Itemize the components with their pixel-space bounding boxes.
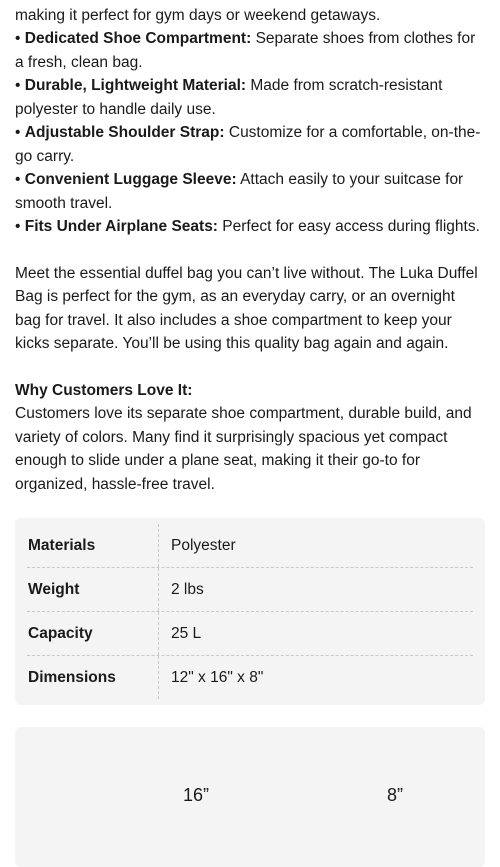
why-customers-text: Customers love its separate shoe compartment, durable build, and variety of colors. Many find it surprisingly spacious yet compact enough to slide under a plane seat, making it their go-to for organized, hassle-free travel. [15, 405, 472, 493]
bullet: • [15, 124, 21, 141]
dimension-diagram [15, 727, 485, 867]
feature-text: Made from scratch-resistant polyester to handle daily use. [15, 77, 443, 118]
intro-text: making it perfect for gym days or weekend getaways. [15, 6, 381, 24]
spec-label: Capacity [27, 612, 159, 655]
feature-text: Separate shoes from clothes for a fresh, clean bag. [15, 30, 476, 71]
specs-table [15, 518, 485, 705]
spec-value: Polyester [171, 536, 236, 554]
feature-text: Customize for a comfortable, on-the-go carry. [15, 124, 481, 165]
feature-item [15, 215, 485, 239]
feature-title: Adjustable Shoulder Strap: [24, 124, 225, 141]
spec-label: Weight [27, 568, 159, 611]
feature-list [15, 27, 485, 239]
spec-value: 2 lbs [171, 580, 204, 598]
spec-value: 12" x 16" x 8" [171, 668, 264, 686]
spec-label: Dimensions [27, 656, 159, 699]
feature-text: Perfect for easy access during flights. [217, 218, 480, 235]
feature-title: Durable, Lightweight Material: [24, 77, 247, 94]
bullet: • [15, 171, 21, 188]
feature-item [15, 74, 485, 121]
product-description-paragraph: Meet the essential duffel bag you can’t live without. The Luka Duffel Bag is perfect for the gym, as an everyday carry, or an overnight bag for travel. It also includes a shoe compartment to keep your kicks separate. You’ll be using this quality bag again and again. [15, 264, 478, 352]
feature-item [15, 121, 485, 168]
spec-row-capacity [27, 612, 473, 656]
feature-text: Attach easily to your suitcase for smooth travel. [15, 171, 464, 212]
spec-label: Materials [27, 524, 159, 567]
dimension-depth-label: 8” [387, 785, 404, 805]
bullet: • [15, 30, 21, 47]
feature-title: Dedicated Shoe Compartment: [24, 30, 252, 47]
bullet: • [15, 218, 21, 235]
bullet: • [15, 77, 21, 94]
spec-row-dimensions [27, 656, 473, 699]
spec-value: 25 L [171, 624, 202, 642]
feature-item [15, 168, 485, 215]
spec-row-materials [27, 524, 473, 568]
feature-item [15, 27, 485, 74]
feature-title: Fits Under Airplane Seats: [24, 218, 218, 235]
feature-title: Convenient Luggage Sleeve: [24, 171, 237, 188]
why-customers-heading: Why Customers Love It: [15, 381, 193, 399]
spec-row-weight [27, 568, 473, 612]
dimension-width-label: 16” [183, 785, 210, 805]
